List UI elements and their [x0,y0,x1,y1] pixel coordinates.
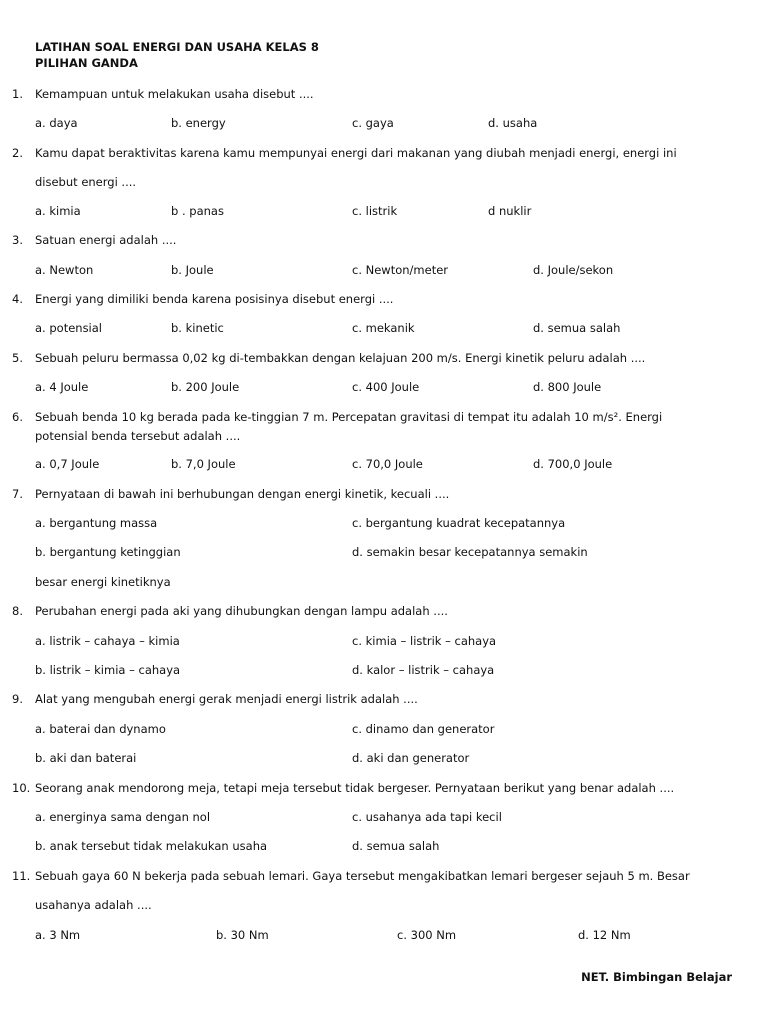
question-number: 3. [12,233,23,247]
option-c: c. Newton/meter [352,263,449,277]
question-number: 4. [12,292,23,306]
option-a: a. kimia [35,204,81,218]
question-text: Perubahan energi pada aki yang dihubungkan dengan lampu adalah .... [35,604,448,618]
option-a: a. baterai dan dynamo [35,722,166,736]
question-text: Sebuah gaya 60 N bekerja pada sebuah lemari. Gaya tersebut mengakibatkan lemari bergeser sejauh 5 m. Besar [35,869,690,883]
option-b: b. 30 Nm [216,928,269,942]
option-b: b. energy [171,116,226,130]
option-b: b. 7,0 Joule [171,457,236,471]
option-c: c. bergantung kuadrat kecepatannya [352,516,566,530]
option-c: c. usahanya ada tapi kecil [352,810,502,824]
option-c: c. 300 Nm [397,928,457,942]
option-d: d. semua salah [533,321,621,335]
option-c: c. 70,0 Joule [352,457,423,471]
question-text: Kamu dapat beraktivitas karena kamu mempunyai energi dari makanan yang diubah menjadi energi, energi ini [35,146,677,160]
option-b: b. aki dan baterai [35,751,137,765]
option-c: c. gaya [352,116,394,130]
question-number: 8. [12,604,23,618]
question-number: 6. [12,410,23,424]
option-b: b. listrik – kimia – cahaya [35,663,181,677]
question-text: Energi yang dimiliki benda karena posisinya disebut energi .... [35,292,394,306]
question-text: Satuan energi adalah .... [35,233,177,247]
option-a: a. potensial [35,321,102,335]
option-c: c. listrik [352,204,398,218]
question-text: Sebuah benda 10 kg berada pada ke-tinggian 7 m. Percepatan gravitasi di tempat itu adalah 10 m/s². Energi [35,410,663,424]
option-d: d. semakin besar kecepatannya semakin [352,545,588,559]
question-number: 11. [12,869,31,883]
option-d: d. Joule/sekon [533,263,614,277]
question-text-continued: disebut energi .... [35,175,137,189]
option-d: d. kalor – listrik – cahaya [352,663,495,677]
question-text: Pernyataan di bawah ini berhubungan dengan energi kinetik, kecuali .... [35,487,450,501]
question-number: 5. [12,351,23,365]
option-b: b. bergantung ketinggian [35,545,181,559]
question-text-continued: potensial benda tersebut adalah .... [35,429,241,443]
option-c: c. dinamo dan generator [352,722,495,736]
question-text-continued: usahanya adalah .... [35,898,152,912]
option-b: b. Joule [171,263,214,277]
option-a: a. bergantung massa [35,516,158,530]
option-d: d. usaha [488,116,538,130]
question-text: Kemampuan untuk melakukan usaha disebut .... [35,87,314,101]
option-a: a. listrik – cahaya – kimia [35,634,180,648]
option-d: d nuklir [488,204,532,218]
question-number: 9. [12,692,23,706]
option-b: b. kinetic [171,321,224,335]
question-number: 10. [12,781,31,795]
option-c: c. kimia – listrik – cahaya [352,634,497,648]
question-text: Sebuah peluru bermassa 0,02 kg di-tembakkan dengan kelajuan 200 m/s. Energi kinetik peluru adalah .... [35,351,646,365]
option-d: d. aki dan generator [352,751,470,765]
option-d: d. 800 Joule [533,380,602,394]
option-d: d. 12 Nm [578,928,631,942]
option-d: d. 700,0 Joule [533,457,613,471]
option-b: b . panas [171,204,224,218]
option-d: d. semua salah [352,839,440,853]
option-a: a. daya [35,116,78,130]
page-title: LATIHAN SOAL ENERGI DAN USAHA KELAS 8 [35,40,319,54]
option-a: a. 4 Joule [35,380,89,394]
question-number: 7. [12,487,23,501]
question-number: 2. [12,146,23,160]
option-d-continued: besar energi kinetiknya [35,575,171,589]
question-text: Seorang anak mendorong meja, tetapi meja tersebut tidak bergeser. Pernyataan berikut yang benar adalah .... [35,781,675,795]
option-a: a. Newton [35,263,94,277]
page-subtitle: PILIHAN GANDA [35,56,138,70]
option-b: b. anak tersebut tidak melakukan usaha [35,839,268,853]
option-a: a. energinya sama dengan nol [35,810,211,824]
question-number: 1. [12,87,23,101]
option-a: a. 3 Nm [35,928,81,942]
option-b: b. 200 Joule [171,380,240,394]
question-text: Alat yang mengubah energi gerak menjadi energi listrik adalah .... [35,692,418,706]
option-c: c. mekanik [352,321,415,335]
option-a: a. 0,7 Joule [35,457,100,471]
footer-credit: NET. Bimbingan Belajar [581,970,732,984]
option-c: c. 400 Joule [352,380,420,394]
